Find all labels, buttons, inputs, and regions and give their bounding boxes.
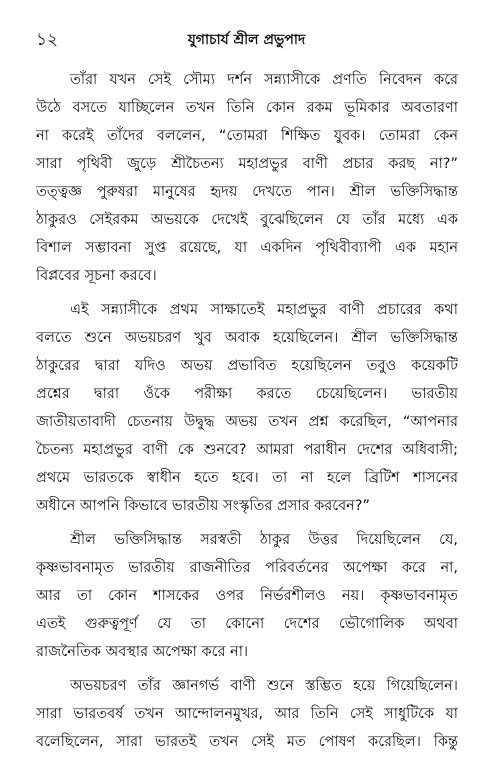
text-line: রাজনৈতিক অবস্থার অপেক্ষা করে না। [36, 644, 249, 660]
paragraph-1 [36, 66, 458, 290]
text-line: প্রথমে ভারতকে স্বাধীন হতে হবে। তা না হলে ব্রিটিশ শাসনের [36, 470, 458, 486]
text-line: না করেই তাঁদের বললেন, “তোমরা শিক্ষিত যুবক। তোমরা কেন [36, 128, 458, 144]
text-line: প্রশ্নের দ্বারা ওঁকে পরীক্ষা করতে চেয়েছিলেন। ভারতীয় [36, 386, 458, 402]
text-line: তাঁরা যখন সেই সৌম্য দর্শন সন্ন্যাসীকে প্রণতি নিবেদন করে [70, 72, 458, 88]
text-line: সারা পৃথিবী জুড়ে শ্রীচৈতন্য মহাপ্রভুর বাণী প্রচার করছ না?” [36, 156, 458, 172]
text-line: অভয়চরণ তাঁর জ্ঞানগর্ভ বাণী শুনে স্তম্ভিত হয়ে গিয়েছিলেন। [70, 678, 458, 694]
text-line: বলেছিলেন, সারা ভারতই তখন সেই মত পোষণ করেছিল। কিন্তু [36, 734, 458, 750]
paragraph-3 [36, 526, 458, 666]
text-line: তত্ত্বজ্ঞ পুরুষরা মানুষের হৃদয় দেখতে পান। শ্রীল ভক্তিসিদ্ধান্ত [36, 184, 458, 200]
text-line: শ্রীল ভক্তিসিদ্ধান্ত সরস্বতী ঠাকুর উত্তর দিয়েছিলেন যে, [70, 532, 458, 548]
text-line: অধীনে আপনি কিভাবে ভারতীয় সংস্কৃতির প্রসার করবেন?” [36, 498, 371, 514]
body-text [36, 66, 458, 762]
text-line: কৃষ্ণভাবনামৃত ভারতীয় রাজনীতির পরিবর্তনের অপেক্ষা করে না, [36, 560, 458, 576]
text-line: সারা ভারতবর্ষ তখন আন্দোলনমুখর, আর তিনি সেই সাধুটিকে যা [36, 706, 458, 722]
running-title: যুগাচার্য শ্রীল প্রভুপাদ [187, 32, 306, 48]
text-line: আর তা কোন শাসকের ওপর নির্ভরশীলও নয়। কৃষ্ণভাবনামৃত [36, 588, 458, 604]
text-line: এই সন্ন্যাসীকে প্রথম সাক্ষাতেই মহাপ্রভুর বাণী প্রচারের কথা [70, 302, 458, 318]
text-line: চৈতন্য মহাপ্রভুর বাণী কে শুনবে? আমরা পরাধীন দেশের অধিবাসী; [36, 442, 458, 458]
text-line: বিপ্লবের সূচনা করবে। [36, 268, 157, 284]
paragraph-4 [36, 672, 458, 756]
text-line: ঠাকুরও সেইরকম অভয়কে দেখেই বুঝেছিলেন যে তাঁর মধ্যে এক [36, 212, 458, 228]
page-number: ১২ [36, 30, 59, 50]
text-line: বলতে শুনে অভয়চরণ খুব অবাক হয়েছিলেন। শ্রীল ভক্তিসিদ্ধান্ত [36, 330, 458, 346]
running-header [36, 30, 457, 56]
text-line: বিশাল সম্ভাবনা সুপ্ত রয়েছে, যা একদিন পৃথিবীব্যাপী এক মহান [36, 240, 458, 256]
paragraph-2 [36, 296, 458, 520]
text-line: ঠাকুরের দ্বারা যদিও অভয় প্রভাবিত হয়েছিলেন তবুও কয়েকটি [36, 358, 458, 374]
text-line: উঠে বসতে যাচ্ছিলেন তখন তিনি কোন রকম ভূমিকার অবতারণা [36, 100, 458, 116]
text-line: এতই গুরুত্বপূর্ণ যে তা কোনো দেশের ভৌগোলিক অথবা [36, 616, 458, 632]
text-line: জাতীয়তাবাদী চেতনায় উদ্বুদ্ধ অভয় তখন প্রশ্ন করেছিল, “আপনার [36, 414, 458, 430]
